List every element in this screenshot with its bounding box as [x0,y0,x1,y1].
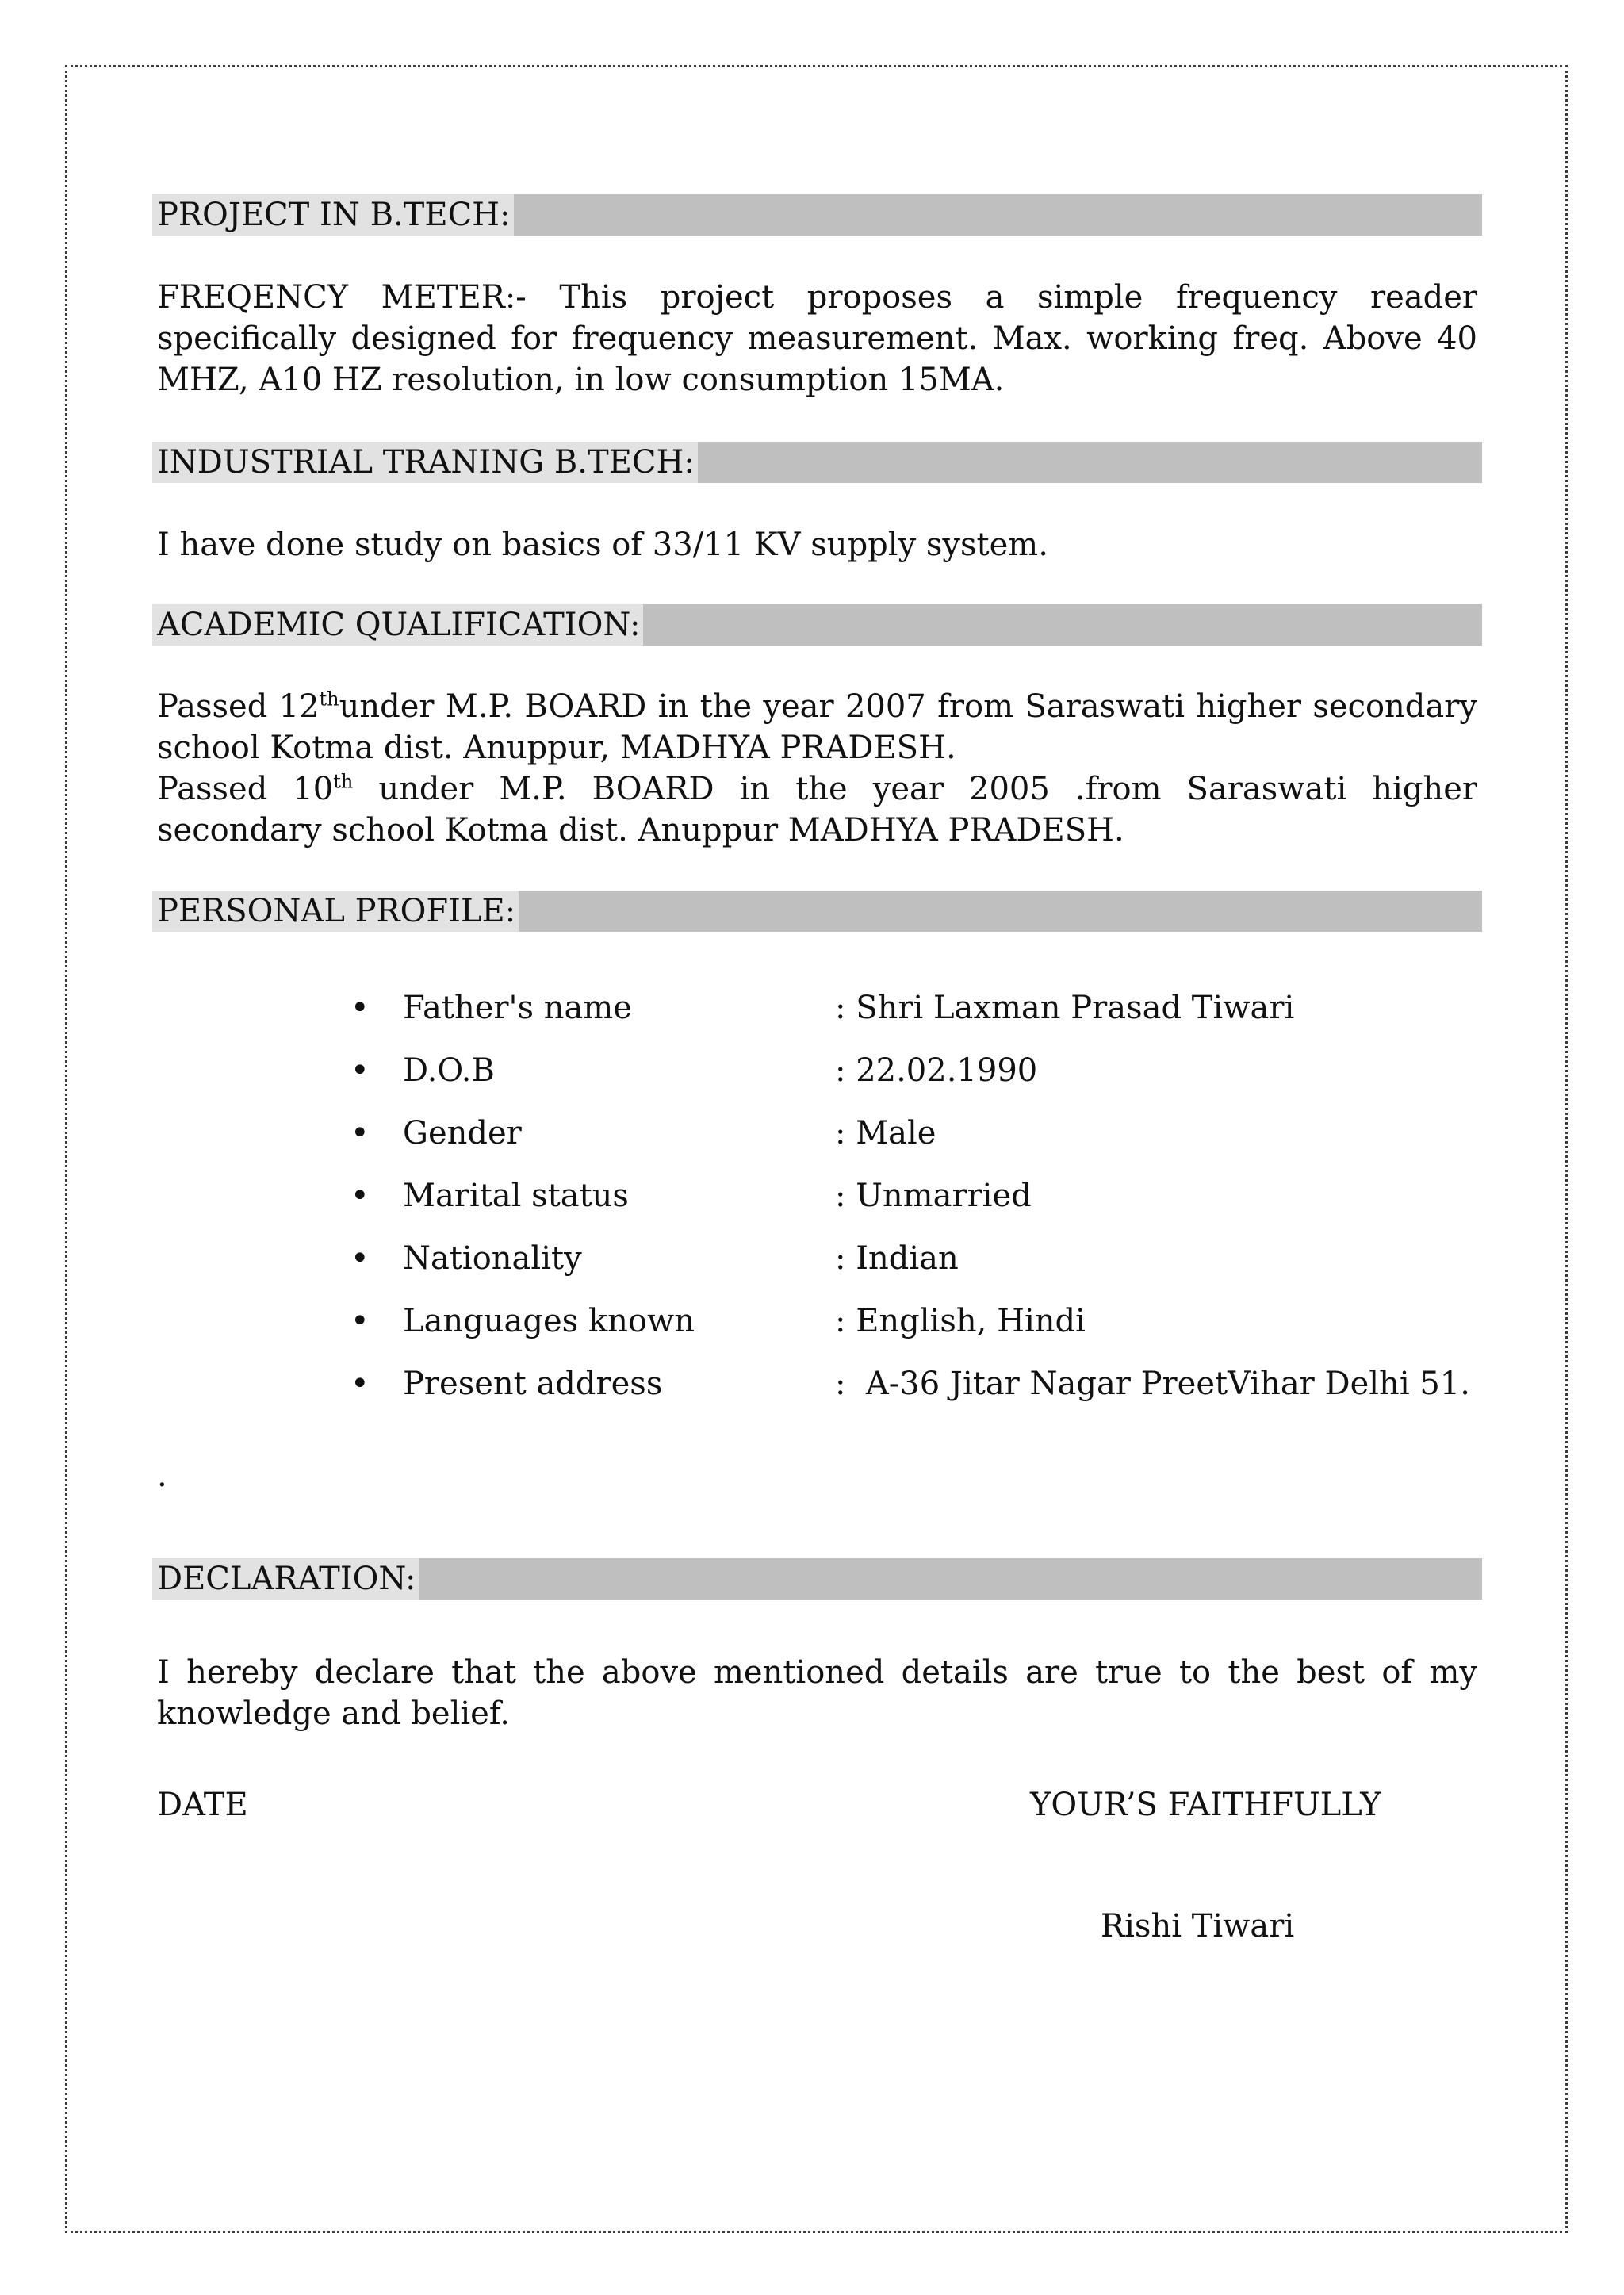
project-description: FREQENCY METER:- This project proposes a simple frequency reader specifically designed for frequency measurement. Max. working freq. Above 40 MHZ, A10 HZ resolution, in low consumption 15MA. [157,279,1477,398]
profile-label: Gender [403,1115,522,1151]
bullet-icon: • [350,1303,370,1339]
bullet-icon: • [350,1115,370,1151]
declaration-text: I hereby declare that the above mentioned details are true to the best of my knowledge and belief. [157,1654,1477,1732]
profile-item-nationality [157,1238,1477,1301]
closing-text: YOUR’S FAITHFULLY [1030,1787,1381,1823]
profile-item-dob [157,1050,1477,1113]
section-header-training: INDUSTRIAL TRANING B.TECH: [152,442,1482,483]
bullet-icon: • [350,1052,370,1089]
academic-details [157,686,1477,851]
profile-label: Marital status [403,1178,629,1214]
profile-item-father [157,987,1477,1050]
date-label: DATE [157,1787,248,1823]
profile-value: : Unmarried [835,1178,1032,1214]
profile-value: : Male [835,1115,936,1151]
profile-label: D.O.B [403,1052,495,1089]
academic-line-12th: Passed 12thunder M.P. BOARD in the year 2007 from Saraswati higher secondary school Kotma dist. Anuppur, MADHYA PRADESH. [157,688,1477,766]
section-header-personal: PERSONAL PROFILE: [152,891,1482,932]
profile-item-languages [157,1301,1477,1363]
profile-item-marital-status [157,1175,1477,1238]
personal-profile-list [157,987,1477,1426]
profile-value: : Indian [835,1240,959,1277]
profile-item-address [157,1363,1477,1426]
profile-item-gender [157,1113,1477,1175]
bullet-icon: • [350,1240,370,1277]
section-header-academic: ACADEMIC QUALIFICATION: [152,604,1482,646]
bullet-icon: • [350,1366,370,1402]
academic-line-10th: Passed 10th under M.P. BOARD in the year 2005 .from Saraswati higher secondary school Kotma dist. Anuppur MADHYA PRADESH. [157,770,1477,849]
profile-value: : Shri Laxman Prasad Tiwari [835,990,1295,1026]
trailing-dot: . [157,1458,167,1494]
profile-value: : 22.02.1990 [835,1052,1038,1089]
training-description: I have done study on basics of 33/11 KV supply system. [157,527,1048,563]
profile-value: : English, Hindi [835,1303,1086,1339]
bullet-icon: • [350,1178,370,1214]
profile-label: Father's name [403,990,632,1026]
section-header-project: PROJECT IN B.TECH: [152,194,1482,236]
profile-value: : A-36 Jitar Nagar PreetVihar Delhi 51. [835,1366,1470,1402]
profile-label: Nationality [403,1240,582,1277]
profile-label: Languages known [403,1303,695,1339]
section-header-declaration: DECLARATION: [152,1558,1482,1600]
signature-name: Rishi Tiwari [1101,1908,1295,1944]
profile-label: Present address [403,1366,663,1402]
bullet-icon: • [350,990,370,1026]
